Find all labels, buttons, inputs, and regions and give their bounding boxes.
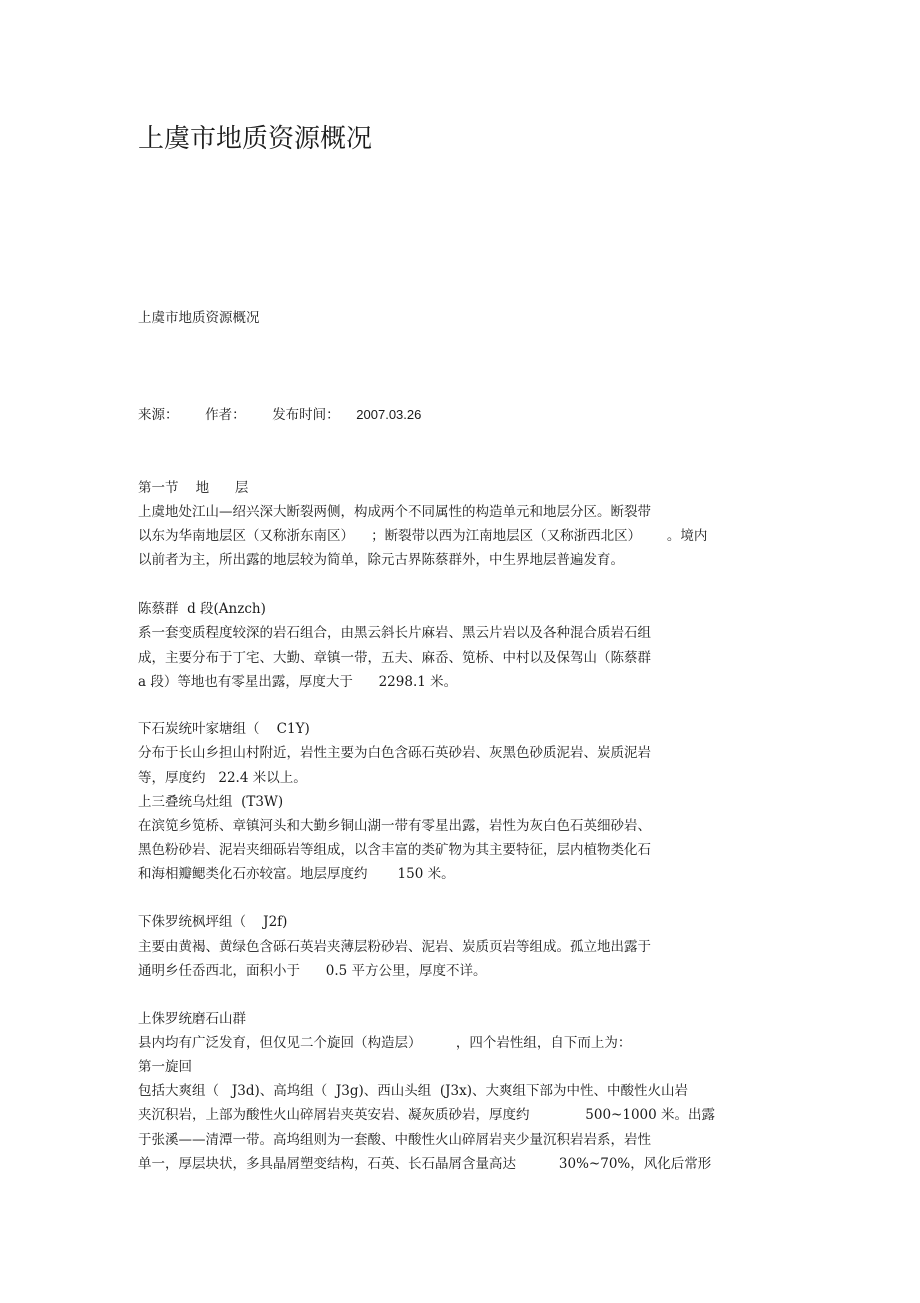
stratum-heading: 上侏罗统磨石山群 [138,1011,246,1027]
paragraph-line: 以东为华南地层区（又称浙东南区） ；断裂带以西为江南地层区（又称浙西北区） 。境内 [138,528,708,544]
paragraph-line: 和海相瓣鳃类化石亦较富。地层厚度约 150 米。 [138,866,455,882]
subsection-heading: 第一旋回 [138,1059,192,1075]
paragraph-line: 分布于长山乡担山村附近，岩性主要为白色含砾石英砂岩、灰黑色砂质泥岩、炭质泥岩 [138,745,651,761]
paragraph-line: 夹沉积岩，上部为酸性火山碎屑岩夹英安岩、凝灰质砂岩，厚度约 500~1000 米。出露 [138,1107,716,1123]
source-label: 来源： [138,407,179,423]
paragraph-line: 包括大爽组（ J3d)、高坞组（ J3g)、西山头组 (J3x)、大爽组下部为中性、中酸性火山岩 [138,1083,689,1099]
paragraph-line: 在滨笕乡笕桥、章镇河头和大勤乡铜山湖一带有零星出露，岩性为灰白色石英细砂岩、 [138,818,651,834]
published-label: 发布时间： [272,407,340,423]
published-date: 2007.03.26 [356,407,422,422]
paragraph-line: 单一，厚层块状，多具晶屑塑变结构，石英、长石晶屑含量高达 30%~70%，风化后常形 [138,1156,712,1172]
paragraph-line: 黑色粉砂岩、泥岩夹细砾岩等组成，以含丰富的类矿物为其主要特征，层内植物类化石 [138,842,651,858]
section-heading: 第一节 地 层 [138,480,249,496]
article-meta [138,405,421,425]
paragraph-line: a 段）等地也有零星出露，厚度大于 2298.1 米。 [138,674,458,690]
paragraph-line: 系一套变质程度较深的岩石组合，由黑云斜长片麻岩、黑云片岩以及各种混合质岩石组 [138,625,651,641]
article-subtitle: 上虞市地质资源概况 [138,310,260,326]
paragraph-line: 于张溪——清潭一带。高坞组则为一套酸、中酸性火山碎屑岩夹少量沉积岩岩系，岩性 [138,1132,651,1148]
stratum-heading: 陈蔡群 d 段(Anzch) [138,601,266,617]
stratum-heading: 上三叠统乌灶组 (T3W) [138,794,284,810]
page-title: 上虞市地质资源概况 [138,124,373,154]
paragraph-line: 等，厚度约 22.4 米以上。 [138,770,307,786]
paragraph-line: 以前者为主，所出露的地层较为简单，除元古界陈蔡群外，中生界地层普遍发育。 [138,552,624,568]
stratum-heading: 下侏罗统枫坪组（ J2f) [138,914,288,930]
stratum-heading: 下石炭统叶家塘组（ C1Y) [138,721,310,737]
paragraph-line: 县内均有广泛发育，但仅见二个旋回（构造层） ，四个岩性组，自下而上为： [138,1035,632,1051]
paragraph-line: 上虞地处江山—绍兴深大断裂两侧，构成两个不同属性的构造单元和地层分区。断裂带 [138,504,651,520]
author-label: 作者： [205,407,246,423]
paragraph-line: 主要由黄褐、黄绿色含砾石英岩夹薄层粉砂岩、泥岩、炭质页岩等组成。孤立地出露于 [138,939,651,955]
paragraph-line: 成，主要分布于丁宅、大勤、章镇一带，五夫、麻岙、笕桥、中村以及保驾山（陈蔡群 [138,650,651,666]
paragraph-line: 通明乡任岙西北，面积小于 0.5 平方公里，厚度不详。 [138,963,487,979]
